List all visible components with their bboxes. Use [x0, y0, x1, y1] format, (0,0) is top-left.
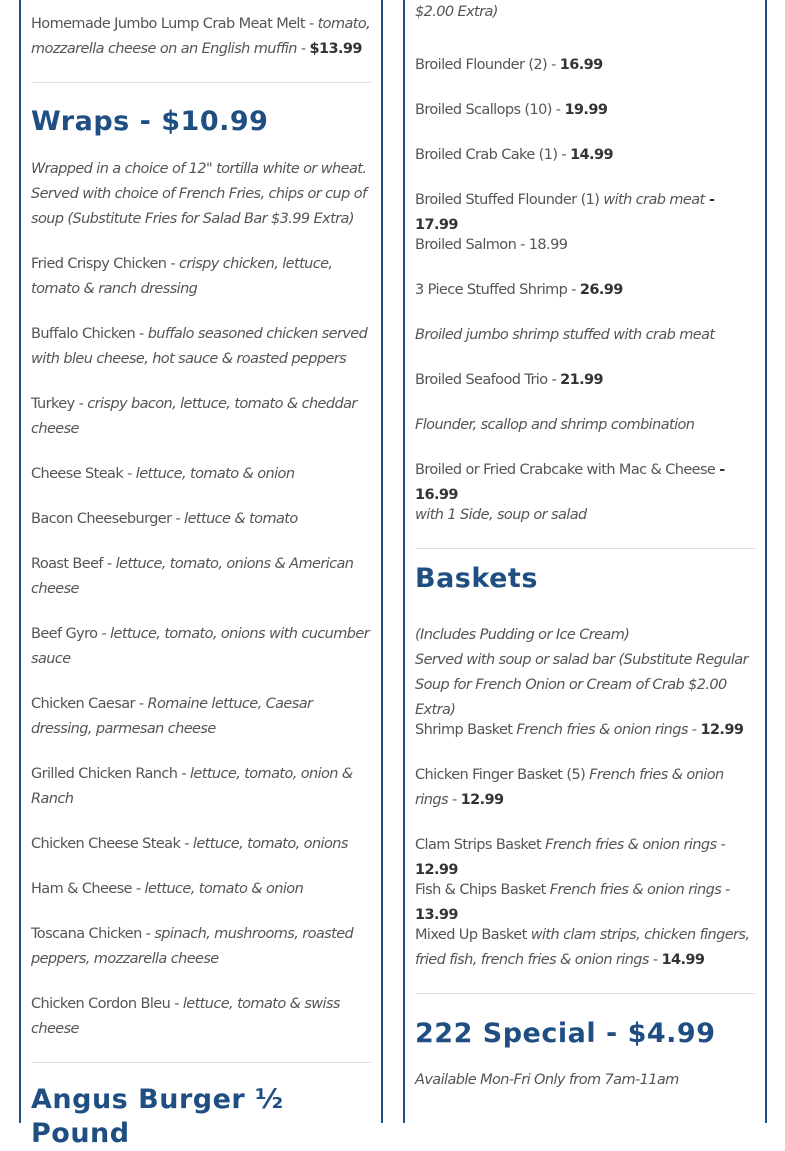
item-desc: Romaine lettuce, Caesar dressing, parmesan cheese — [31, 696, 313, 737]
item-name: Chicken Cordon Bleu - — [31, 996, 183, 1012]
basket-substitute-note: $2.00 Extra) — [415, 4, 498, 20]
item-desc: spinach, mushrooms, roasted peppers, mozzarella cheese — [31, 926, 354, 967]
item-desc: lettuce, tomato & onion — [144, 881, 304, 897]
item-note: Flounder, scallop and shrimp combination — [415, 417, 695, 433]
item-desc: French fries & onion rings — [516, 722, 688, 738]
item-name: Beef Gyro - — [31, 626, 111, 642]
baskets-intro: (Includes Pudding or Ice Cream) — [415, 627, 630, 643]
item-price: 21.99 — [560, 372, 604, 388]
item-desc: with clam strips, chicken fingers, fried fish, french fries & onion rings — [415, 927, 750, 968]
section-divider — [415, 993, 755, 994]
special-heading: 222 Special - $4.99 — [415, 1018, 716, 1049]
item-name: 3 Piece Stuffed Shrimp - — [415, 282, 580, 298]
menu-item — [31, 692, 371, 742]
section-divider — [31, 82, 371, 83]
menu-item — [415, 233, 755, 258]
item-desc: buffalo seasoned chicken served with bleu cheese, hot sauce & roasted peppers — [31, 326, 368, 367]
menu-item — [31, 552, 371, 602]
right-menu-column — [403, 0, 767, 1123]
item-sep: - — [648, 952, 662, 968]
item-name: Turkey - — [31, 396, 88, 412]
item-desc: lettuce, tomato, onions with cucumber sauce — [31, 626, 370, 667]
angus-burger-heading: Angus Burger ½ Pound — [31, 1084, 284, 1149]
menu-item — [415, 458, 755, 508]
item-desc: lettuce, tomato & onion — [135, 466, 295, 482]
item-price: 12.99 — [415, 862, 458, 878]
item-name: Broiled or Fried Crabcake with Mac & Cheese — [415, 462, 720, 478]
menu-item — [415, 718, 755, 743]
menu-item — [415, 143, 755, 168]
item-desc: crispy bacon, lettuce, tomato & cheddar cheese — [31, 396, 357, 437]
item-price: - 16.99 — [415, 462, 725, 503]
menu-item — [31, 922, 371, 972]
item-price: 13.99 — [415, 907, 458, 923]
baskets-heading: Baskets — [415, 563, 538, 594]
item-sep: - — [296, 41, 310, 57]
item-sep: - — [687, 722, 701, 738]
wraps-heading: Wraps - $10.99 — [31, 106, 269, 137]
left-menu-column — [19, 0, 383, 1149]
menu-item — [31, 992, 371, 1042]
item-desc: lettuce, tomato, onion & Ranch — [31, 766, 353, 807]
item-price: 16.99 — [559, 57, 603, 73]
item-price: $13.99 — [309, 41, 362, 57]
item-desc: French fries & onion rings — [415, 767, 724, 808]
item-sep: - — [447, 792, 461, 808]
item-name: Shrimp Basket — [415, 722, 517, 738]
item-name: Toscana Chicken - — [31, 926, 155, 942]
item-desc: lettuce, tomato, onions — [192, 836, 348, 852]
menu-item — [415, 98, 755, 123]
item-name: Broiled Scallops (10) - — [415, 102, 565, 118]
item-desc: French fries & onion rings — [549, 882, 722, 898]
item-price: - 17.99 — [415, 192, 715, 233]
item-price: 12.99 — [460, 792, 504, 808]
item-name: Ham & Cheese - — [31, 881, 145, 897]
menu-item — [415, 833, 755, 883]
item-name: Mixed Up Basket — [415, 927, 531, 943]
menu-item — [31, 762, 371, 812]
menu-item — [31, 507, 371, 532]
item-price: 12.99 — [700, 722, 744, 738]
menu-item — [415, 923, 755, 973]
special-note: Available Mon-Fri Only from 7am-11am — [415, 1072, 679, 1088]
item-name: Buffalo Chicken - — [31, 326, 148, 342]
item-name: Chicken Finger Basket (5) — [415, 767, 590, 783]
item-desc: lettuce & tomato — [184, 511, 298, 527]
item-sep: - — [716, 837, 726, 853]
menu-item — [415, 368, 755, 393]
item-desc: crispy chicken, lettuce, tomato & ranch dressing — [31, 256, 333, 297]
item-price: 14.99 — [661, 952, 705, 968]
item-desc: lettuce, tomato, onions & American cheese — [31, 556, 354, 597]
baskets-intro-detail: Served with soup or salad bar (Substitute Regular Soup for French Onion or Cream of Crab $2.00 Extra) — [415, 652, 748, 718]
section-divider — [415, 548, 755, 549]
menu-item — [31, 832, 371, 857]
menu-item — [415, 53, 755, 78]
item-price: 14.99 — [570, 147, 613, 163]
item-name: Roast Beef - — [31, 556, 116, 572]
item-name: Broiled Salmon - 18.99 — [415, 237, 568, 253]
menu-item — [415, 878, 755, 928]
item-name: Chicken Cheese Steak - — [31, 836, 193, 852]
item-price: 26.99 — [579, 282, 623, 298]
item-name: Broiled Stuffed Flounder (1) — [415, 192, 604, 208]
menu-item — [415, 278, 755, 303]
wraps-intro: Wrapped in a choice of 12" tortilla white or wheat. Served with choice of French Fries, chips or cup of soup (Substitute Fries for Salad Bar $3.99 Extra) — [31, 161, 367, 227]
item-name: Fried Crispy Chicken - — [31, 256, 180, 272]
item-name: Broiled Seafood Trio - — [415, 372, 561, 388]
item-name: Broiled Crab Cake (1) - — [415, 147, 571, 163]
item-note: Broiled jumbo shrimp stuffed with crab meat — [415, 327, 715, 343]
menu-item — [31, 462, 371, 487]
menu-item — [415, 188, 755, 238]
crab-melt-item — [31, 12, 371, 62]
menu-item — [31, 322, 371, 372]
item-name: Chicken Caesar - — [31, 696, 148, 712]
item-desc: French fries & onion rings — [545, 837, 717, 853]
item-desc: tomato, mozzarella cheese on an English muffin — [31, 16, 371, 57]
item-name: Clam Strips Basket — [415, 837, 546, 853]
menu-item — [415, 763, 755, 813]
menu-item — [31, 392, 371, 442]
item-note: with 1 Side, soup or salad — [415, 507, 587, 523]
menu-item — [31, 622, 371, 672]
item-name: Grilled Chicken Ranch - — [31, 766, 190, 782]
item-desc: with crab meat — [603, 192, 705, 208]
section-divider — [31, 1062, 371, 1063]
item-name: Broiled Flounder (2) - — [415, 57, 560, 73]
menu-item — [31, 877, 371, 902]
item-name: Fish & Chips Basket — [415, 882, 550, 898]
item-name: Homemade Jumbo Lump Crab Meat Melt - — [31, 16, 318, 32]
item-name: Cheese Steak - — [31, 466, 136, 482]
item-desc: lettuce, tomato & swiss cheese — [31, 996, 340, 1037]
item-sep: - — [721, 882, 730, 898]
item-name: Bacon Cheeseburger - — [31, 511, 185, 527]
item-price: 19.99 — [564, 102, 608, 118]
menu-item — [31, 252, 371, 302]
